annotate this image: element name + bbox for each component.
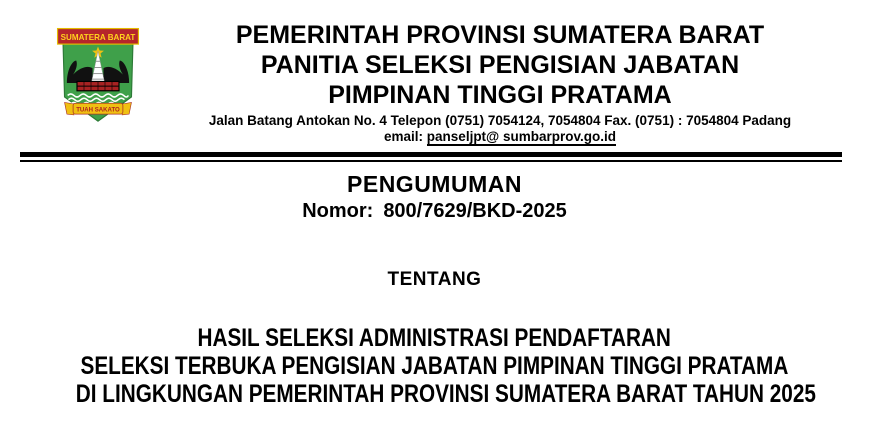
email-address: panseljpt@ sumbarprov.go.id — [426, 129, 616, 144]
subject-line-2-text: SELEKSI TERBUKA PENGISIAN JABATAN PIMPINAN TINGGI PRATAMA — [80, 352, 789, 380]
number-value: 800/7629/BKD-2025 — [383, 200, 567, 222]
ribbon-banner — [65, 102, 132, 114]
logo-banner-text: SUMATERA BARAT — [60, 31, 137, 42]
subject-line-3-text: DI LINGKUNGAN PEMERINTAH PROVINSI SUMATERA BARAT TAHUN 2025 — [75, 380, 816, 408]
top-banner — [58, 29, 139, 45]
subject-line-2 — [0, 352, 869, 380]
letterhead-address: Jalan Batang Antokan No. 4 Telepon (0751) 7054124, 7054804 Fax. (0751) : 7054804 Padang — [208, 113, 792, 128]
subject-line-3 — [0, 380, 869, 408]
letterhead-title-line2: PANITIA SELEKSI PENGISIAN JABATAN — [260, 51, 740, 79]
letterhead — [170, 20, 830, 145]
subject-line-1 — [0, 324, 869, 352]
email-label: email: — [384, 129, 424, 144]
logo-ribbon-text: TUAH SAKATO — [76, 106, 120, 114]
announcement-subject — [0, 324, 869, 408]
sumbar-provincial-crest-logo — [55, 27, 141, 125]
announcement-number — [0, 198, 869, 224]
house-base — [77, 81, 119, 90]
number-label: Nomor: — [302, 200, 374, 222]
letterhead-title-line3: PIMPINAN TINGGI PRATAMA — [328, 81, 672, 109]
announcement-body — [0, 170, 869, 408]
letterhead-divider — [20, 152, 842, 162]
letterhead-title-line1: PEMERINTAH PROVINSI SUMATERA BARAT — [235, 21, 765, 49]
announcement-heading: PENGUMUMAN — [347, 171, 522, 197]
subject-line-1-text: HASIL SELEKSI ADMINISTRASI PENDAFTARAN — [197, 324, 672, 352]
about-label: TENTANG — [387, 269, 482, 290]
letterhead-email — [170, 129, 830, 145]
